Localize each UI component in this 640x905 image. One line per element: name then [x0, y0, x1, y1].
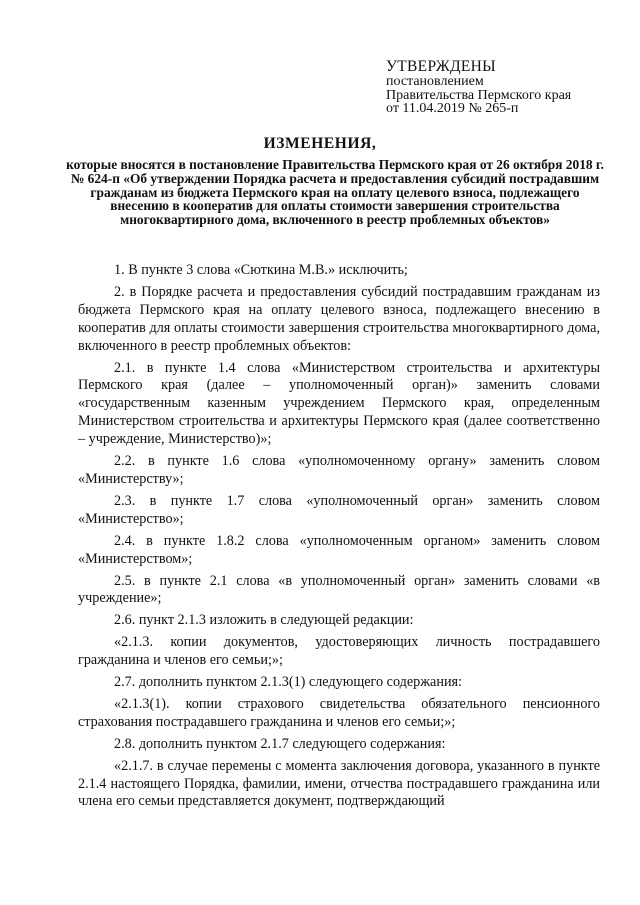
document-body [78, 262, 600, 815]
approval-line-1: постановлением [386, 74, 484, 89]
paragraph-2-2: 2.2. в пункте 1.6 слова «уполномоченному органу» заменить словом «Министерству»; [78, 453, 600, 487]
paragraph-2-1-3-1: «2.1.3(1). копии страхового свидетельства обязательного пенсионного страхования пострадавшего гражданина и членов его семьи;»; [78, 695, 600, 730]
document-subtitle: которые вносятся в постановление Правительства Пермского края от 26 октября 2018 г. № 624-п «Об утверждении Порядка расчета и предоставления субсидий пострадавшим гражданам из бюджета Пермского края на оплату целевого взноса, подлежащего внесению в кооператив для оплаты стоимости завершения строительства многоквартирного дома, включенного в реестр проблемных объектов» [66, 157, 604, 228]
document-title: ИЗМЕНЕНИЯ, [263, 135, 377, 152]
paragraph-2-1-7: «2.1.7. в случае перемены с момента заключения договора, указанного в пункте 2.1.4 настоящего Порядка, фамилии, имени, отчества пострадавшего гражданина или члена его семьи представляется документ, подтверждающий [78, 757, 600, 810]
paragraph-2-3: 2.3. в пункте 1.7 слова «уполномоченный орган» заменить словом «Министерство»; [78, 492, 600, 527]
paragraph-2-1-3: «2.1.3. копии документов, удостоверяющих личность пострадавшего гражданина и членов его семьи;»; [78, 634, 600, 669]
paragraph-2-8: 2.8. дополнить пунктом 2.1.7 следующего содержания: [114, 735, 446, 752]
paragraph-2: 2. в Порядке расчета и предоставления субсидий пострадавшим гражданам из бюджета Пермского края на оплату целевого взноса, подлежащего внесению в кооператив для оплаты стоимости завершения строительства многоквартирного дома, включенного в реестр проблемных объектов: [78, 283, 600, 354]
paragraph-1: 1. В пункте 3 слова «Сюткина М.В.» исключить; [114, 262, 408, 278]
paragraph-2-6: 2.6. пункт 2.1.3 изложить в следующей редакции: [114, 612, 414, 629]
approval-stamp [386, 58, 571, 116]
approval-line-2: Правительства Пермского края [386, 87, 572, 103]
paragraph-2-7: 2.7. дополнить пунктом 2.1.3(1) следующего содержания: [114, 674, 463, 691]
paragraph-2-1: 2.1. в пункте 1.4 слова «Министерством строительства и архитектуры Пермского края (далее – уполномоченный орган)» заменить словами «государственным казенным учреждением Пермского края, определенным Министерством строительства и архитектуры Пермского края (далее соответственно – учреждение, Министерство)»; [78, 359, 600, 448]
paragraph-2-4: 2.4. в пункте 1.8.2 слова «уполномоченным органом» заменить словом «Министерством»; [78, 532, 600, 567]
paragraph-2-5: 2.5. в пункте 2.1 слова «в уполномоченный орган» заменить словами «в учреждение»; [78, 572, 600, 607]
approval-heading: УТВЕРЖДЕНЫ [386, 58, 496, 75]
approval-line-3: от 11.04.2019 № 265-п [386, 101, 519, 116]
